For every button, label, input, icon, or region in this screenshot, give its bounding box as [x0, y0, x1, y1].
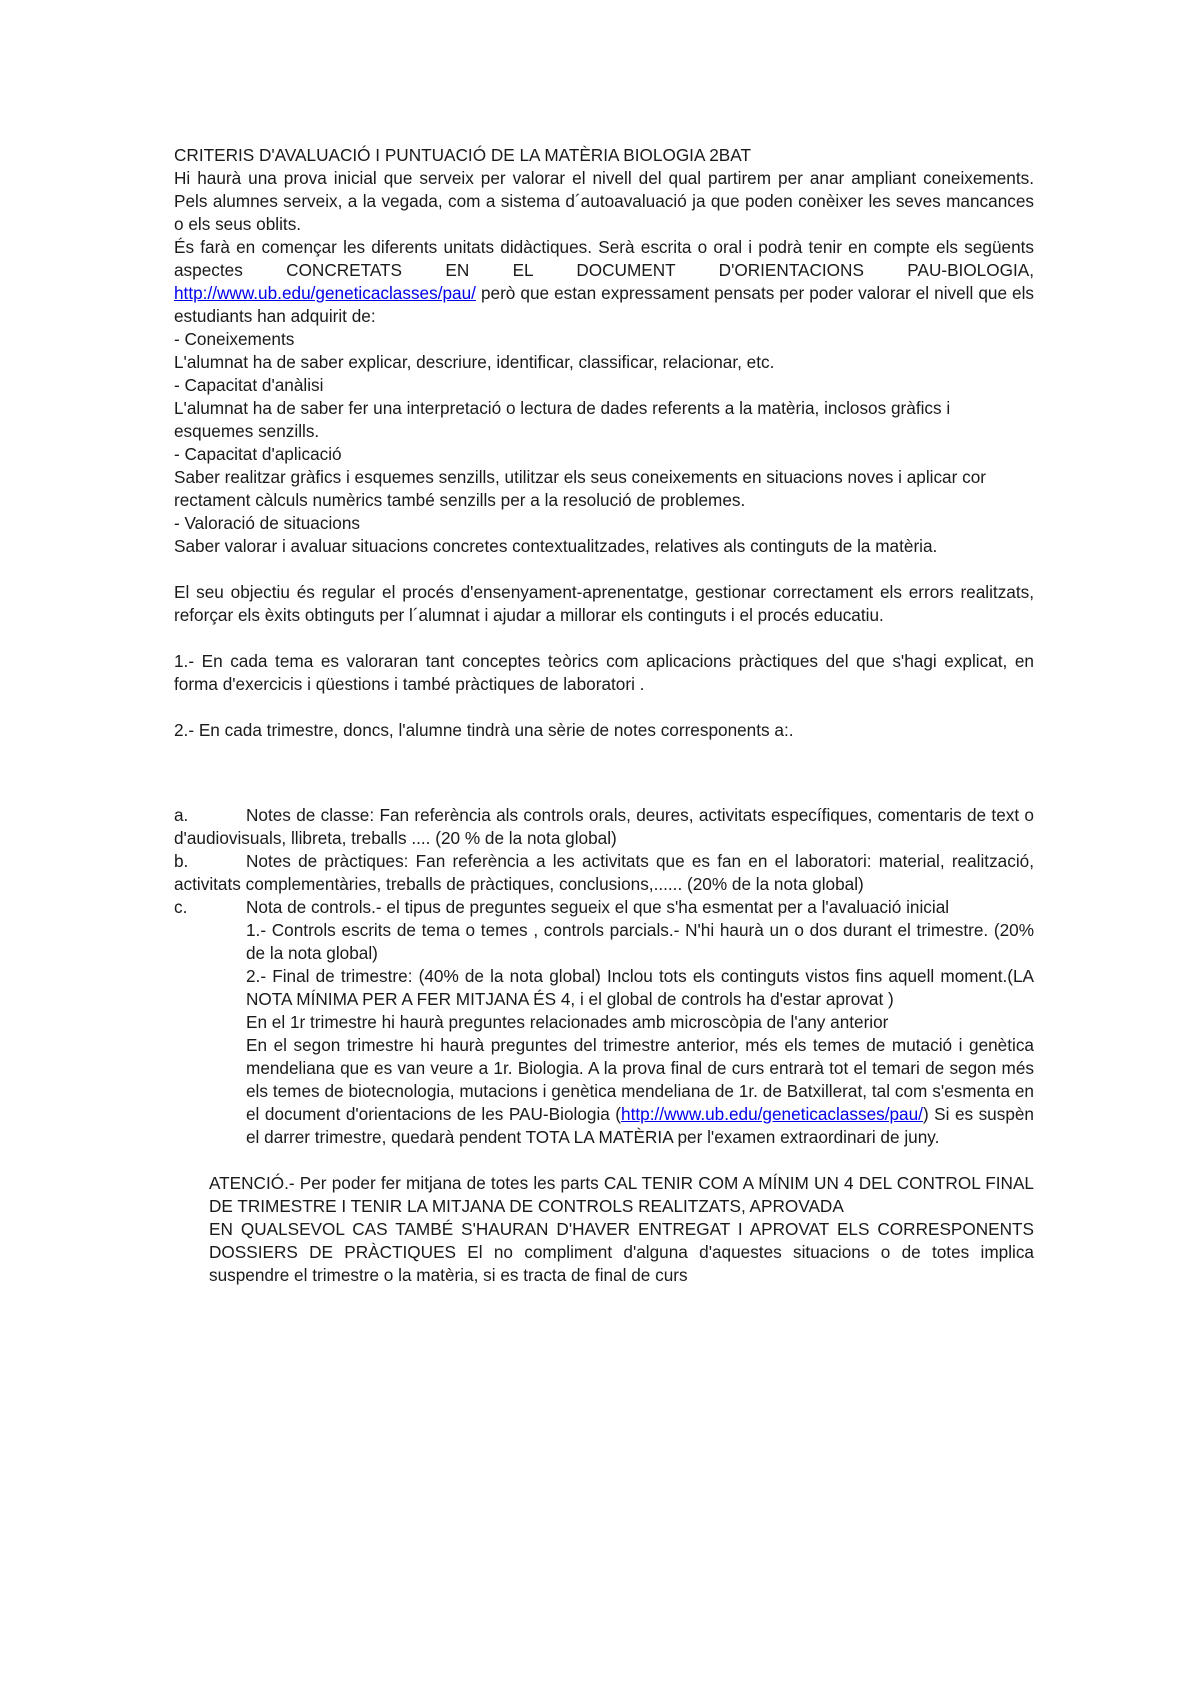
- document-page: [174, 144, 1034, 1287]
- aspect-heading-valoracio: - Valoració de situacions: [174, 513, 360, 533]
- grade-item-b: [174, 850, 1034, 896]
- aspect-text-aplicacio-1: Saber realitzar gràfics i esquemes senzills, utilitzar els seus coneixements en situacions noves i aplicar cor: [174, 467, 986, 487]
- control-item-2: 2.- Final de trimestre: (40% de la nota global) Inclou tots els continguts vistos fins aquell moment.(LA NOTA MÍNIMA PER A FER MITJANA ÉS 4, i el global de controls ha d'estar aprovat ): [246, 966, 1034, 1009]
- grade-text: Nota de controls.- el tipus de preguntes segueix el que s'ha esmentat per a l'avaluació inicial: [246, 897, 950, 917]
- aspect-heading-aplicacio: - Capacitat d'aplicació: [174, 444, 342, 464]
- attention-block: [209, 1172, 1034, 1287]
- grade-text: Notes de pràctiques: Fan referència a les activitats que es fan en el laboratori: material, realització, activitats complementàries, treballs de pràctiques, conclusions,...... (20% de la nota global): [174, 851, 1034, 894]
- grade-label: c.: [174, 897, 188, 917]
- attention-paragraph-1: ATENCIÓ.- Per poder fer mitjana de totes les parts CAL TENIR COM A MÍNIM UN 4 DEL CONTROL FINAL DE TRIMESTRE I TENIR LA MITJANA DE CONTROLS REALITZATS, APROVADA: [209, 1173, 1034, 1216]
- intro-paragraph-2: [174, 236, 1034, 328]
- grade-label: a.: [174, 805, 189, 825]
- intro-paragraph-1: Hi haurà una prova inicial que serveix per valorar el nivell del qual partirem per anar ampliant coneixements. Pels alumnes serveix, a la vegada, com a sistema d´autoavaluació ja que poden conèixer les seves mancances o els seus oblits.: [174, 168, 1034, 234]
- point-1-paragraph: 1.- En cada tema es valoraran tant conceptes teòrics com aplicacions pràctiques del que s'hagi explicat, en forma d'exercicis i qüestions i també pràctiques de laboratori .: [174, 651, 1034, 694]
- intro-text-before: És farà en començar les diferents unitats didàctiques. Serà escrita o oral i podrà tenir en compte els següents aspectes CONCRETATS EN EL DOCUMENT D'ORIENTACIONS PAU-BIOLOGIA,: [174, 237, 1034, 280]
- point-2-paragraph: 2.- En cada trimestre, doncs, l'alumne tindrà una sèrie de notes corresponents a:.: [174, 720, 794, 740]
- aspect-text-analisi: L'alumnat ha de saber fer una interpretació o lectura de dades referents a la matèria, inclosos gràfics i esquemes senzills.: [174, 398, 951, 441]
- controls-list: [246, 919, 1034, 1149]
- aspect-heading-analisi: - Capacitat d'anàlisi: [174, 375, 324, 395]
- aspect-text-aplicacio-2: rectament càlculs numèrics també senzills per a la resolució de problemes.: [174, 490, 746, 510]
- second-trimester-paragraph: [246, 1034, 1034, 1149]
- aspect-text-coneixements: L'alumnat ha de saber explicar, descriure, identificar, classificar, relacionar, etc.: [174, 352, 775, 372]
- pau-biologia-link[interactable]: http://www.ub.edu/geneticaclasses/pau/: [621, 1104, 923, 1124]
- second-trim-text-before: En el segon trimestre hi haurà preguntes del trimestre anterior, més els temes de mutació i genètica mendeliana que es van veure a 1r. Biologia. A la prova final de curs entrarà tot el temari de segon més els temes de biotecnologia, mutacions i genètica mendeliana de 1r. de Batxillerat, tal com s'esmenta en el document d'orientacions de les PAU-Biologia (: [246, 1035, 1034, 1124]
- control-item-1: 1.- Controls escrits de tema o temes , controls parcials.- N'hi haurà un o dos durant el trimestre. (20% de la nota global): [246, 920, 1034, 963]
- attention-paragraph-2: EN QUALSEVOL CAS TAMBÉ S'HAURAN D'HAVER ENTREGAT I APROVAT ELS CORRESPONENTS DOSSIERS DE PRÀCTIQUES El no compliment d'alguna d'aquestes situacions o de totes implica suspendre el trimestre o la matèria, si es tracta de final de curs: [209, 1219, 1034, 1285]
- objective-paragraph: El seu objectiu és regular el procés d'ensenyament-aprenentatge, gestionar correctament els errors realitzats, reforçar els èxits obtinguts per l´alumnat i ajudar a millorar els continguts i el procés educatiu.: [174, 582, 1034, 625]
- grade-label: b.: [174, 851, 189, 871]
- intro-text-after: però que estan expressament pensats per poder valorar el nivell que els estudiants han adquirit de:: [174, 283, 1034, 326]
- grade-item-a: [174, 804, 1034, 850]
- grade-text: Notes de classe: Fan referència als controls orals, deures, activitats específiques, comentaris de text o d'audiovisuals, llibreta, treballs .... (20 % de la nota global): [174, 805, 1034, 848]
- control-item-microscopia: En el 1r trimestre hi haurà preguntes relacionades amb microscòpia de l'any anterior: [246, 1012, 889, 1032]
- aspect-text-valoracio: Saber valorar i avaluar situacions concretes contextualitzades, relatives als continguts de la matèria.: [174, 536, 938, 556]
- second-trim-text-after: ) Si es suspèn el darrer trimestre, quedarà pendent TOTA LA MATÈRIA per l'examen extraordinari de juny.: [246, 1104, 1034, 1147]
- aspect-heading-coneixements: - Coneixements: [174, 329, 295, 349]
- orientacions-pau-link[interactable]: http://www.ub.edu/geneticaclasses/pau/: [174, 283, 476, 303]
- document-title: CRITERIS D'AVALUACIÓ I PUNTUACIÓ DE LA MATÈRIA BIOLOGIA 2BAT: [174, 145, 751, 165]
- grade-item-c: [174, 896, 1034, 919]
